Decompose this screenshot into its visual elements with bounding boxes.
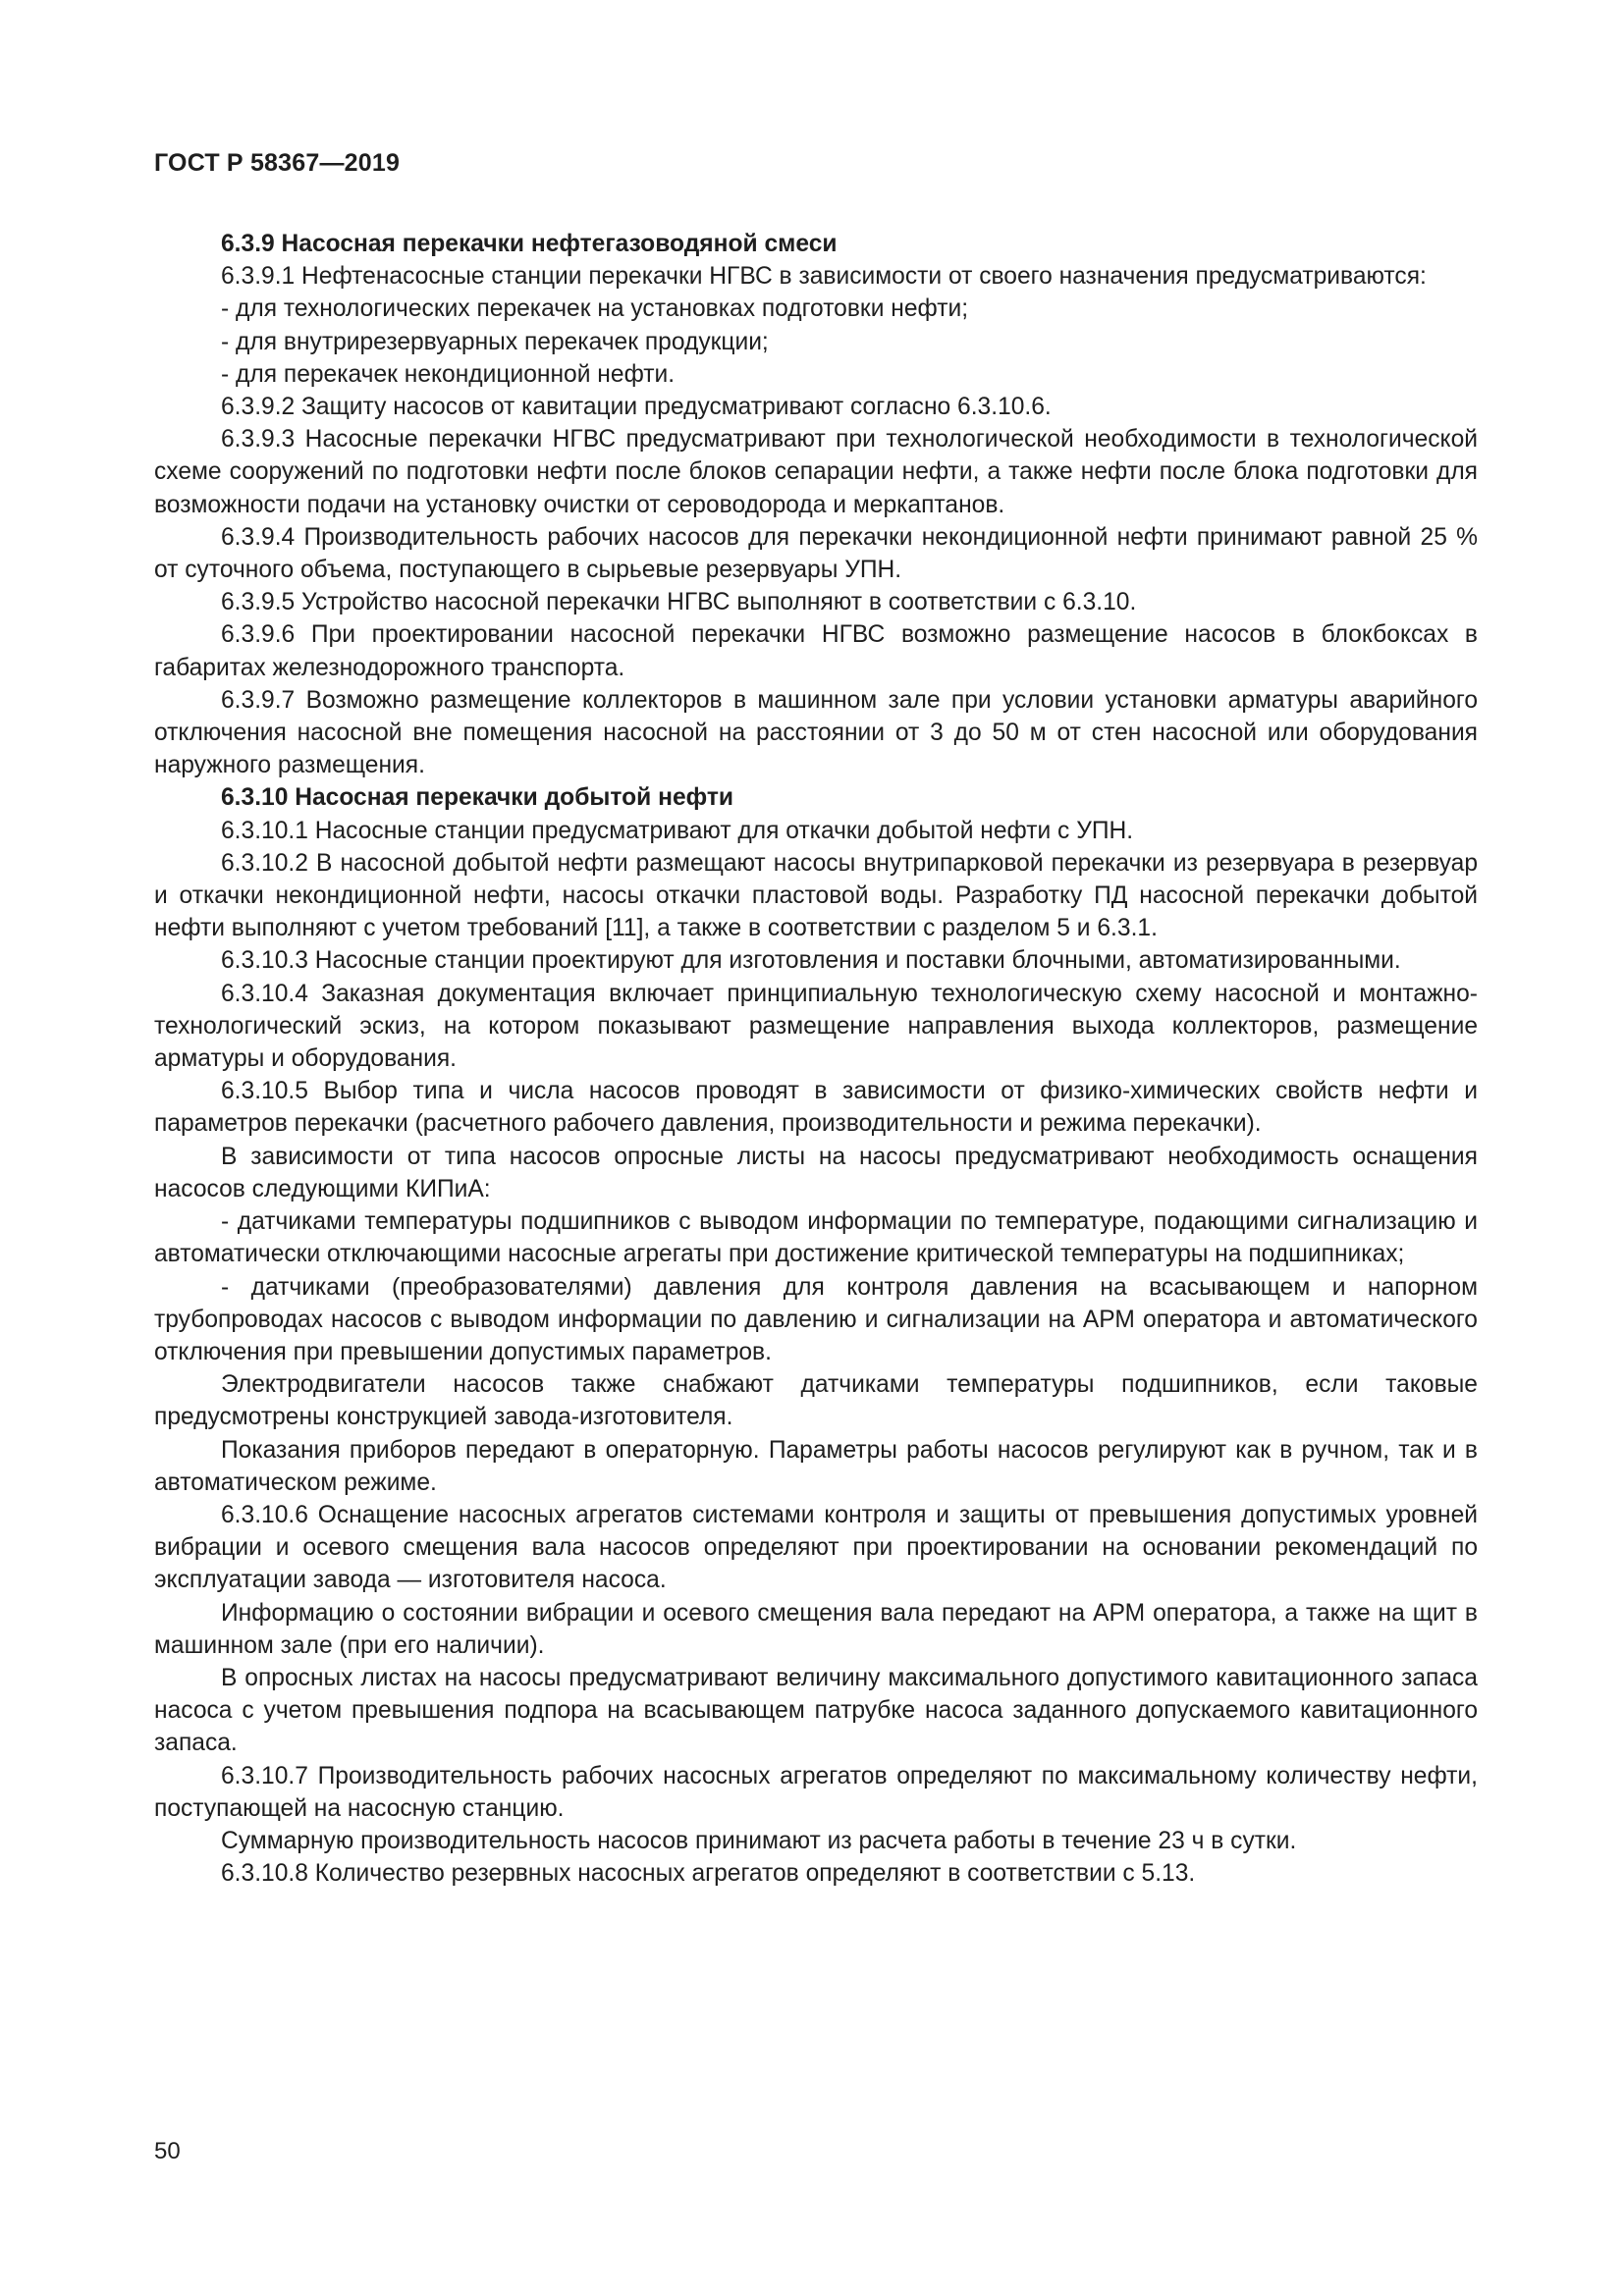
paragraph: В опросных листах на насосы предусматривают величину максимального допустимого кавитационного запаса насоса с учетом превышения подпора на всасывающем патрубке насоса заданного допускаемого кавитационного запаса. <box>154 1664 1478 1757</box>
list-item: - датчиками (преобразователями) давления для контроля давления на всасывающем и напорном трубопроводах насосов с выводом информации по давлению и сигнализации на АРМ оператора и автоматического отключения при превышении допустимых параметров. <box>154 1273 1478 1365</box>
paragraph: Информацию о состоянии вибрации и осевого смещения вала передают на АРМ оператора, а также на щит в машинном зале (при его наличии). <box>154 1599 1478 1659</box>
paragraph: 6.3.10.6 Оснащение насосных агрегатов системами контроля и защиты от превышения допустимых уровней вибрации и осевого смещения вала насосов определяют при проектировании на основании рекомендаций по эксплуатации завода — изготовителя насоса. <box>154 1501 1478 1594</box>
paragraph: 6.3.10.7 Производительность рабочих насосных агрегатов определяют по максимальному количеству нефти, поступающей на насосную станцию. <box>154 1762 1478 1822</box>
paragraph: 6.3.10.1 Насосные станции предусматривают для откачки добытой нефти с УПН. <box>221 817 1134 844</box>
document-body <box>154 228 1478 1890</box>
paragraph: 6.3.9.7 Возможно размещение коллекторов в машинном зале при условии установки арматуры аварийного отключения насосной вне помещения насосной на расстоянии от 3 до 50 м от стен насосной или оборудования наружного размещения. <box>154 686 1478 779</box>
section-heading-6-3-9: 6.3.9 Насосная перекачки нефтегазоводяной смеси <box>221 231 838 257</box>
paragraph: 6.3.10.2 В насосной добытой нефти размещают насосы внутрипарковой перекачки из резервуара в резервуар и откачки некондиционной нефти, насосы откачки пластовой воды. Разработку ПД насосной перекачки добытой нефти выполняют с учетом требований [11], а также в соответствии с разделом 5 и 6.3.1. <box>154 849 1478 942</box>
section-heading-6-3-10: 6.3.10 Насосная перекачки добытой нефти <box>221 784 733 812</box>
paragraph: 6.3.9.5 Устройство насосной перекачки НГВС выполняют в соответствии с 6.3.10. <box>221 589 1137 616</box>
list-item: - для перекачек некондиционной нефти. <box>221 360 676 388</box>
paragraph: 6.3.9.6 При проектировании насосной перекачки НГВС возможно размещение насосов в блокбоксах в габаритах железнодорожного транспорта. <box>154 621 1478 681</box>
list-item: - датчиками температуры подшипников с выводом информации по температуре, подающими сигнализацию и автоматически отключающими насосные агрегаты при достижение критической температуры на подшипниках; <box>154 1208 1478 1268</box>
paragraph: 6.3.9.4 Производительность рабочих насосов для перекачки некондиционной нефти принимают равной 25 % от суточного объема, поступающего в сырьевые резервуары УПН. <box>154 523 1478 584</box>
paragraph: В зависимости от типа насосов опросные листы на насосы предусматривают необходимость оснащения насосов следующими КИПиА: <box>154 1143 1478 1202</box>
paragraph: 6.3.10.3 Насосные станции проектируют для изготовления и поставки блочными, автоматизированными. <box>221 947 1401 975</box>
paragraph: 6.3.9.1 Нефтенасосные станции перекачки НГВС в зависимости от своего назначения предусматриваются: <box>221 263 1427 291</box>
paragraph: 6.3.10.5 Выбор типа и числа насосов проводят в зависимости от физико-химических свойств нефти и параметров перекачки (расчетного рабочего давления, производительности и режима перекачки). <box>154 1078 1478 1138</box>
paragraph: Суммарную производительность насосов принимают из расчета работы в течение 23 ч в сутки. <box>221 1827 1297 1854</box>
list-item: - для технологических перекачек на установках подготовки нефти; <box>221 295 969 323</box>
paragraph: 6.3.9.3 Насосные перекачки НГВС предусматривают при технологической необходимости в технологической схеме сооружений по подготовки нефти после блоков сепарации нефти, а также нефти после блока подготовки для возможности подачи на установку очистки от сероводорода и меркаптанов. <box>154 426 1478 518</box>
paragraph: 6.3.10.8 Количество резервных насосных агрегатов определяют в соответствии с 5.13. <box>221 1860 1196 1888</box>
document-header: ГОСТ Р 58367—2019 <box>154 149 401 177</box>
paragraph: 6.3.10.4 Заказная документация включает принципиальную технологическую схему насосной и монтажно-технологический эскиз, на котором показывают размещение направления выхода коллекторов, размещение арматуры и оборудования. <box>154 980 1478 1073</box>
paragraph: 6.3.9.2 Защиту насосов от кавитации предусматривают согласно 6.3.10.6. <box>221 394 1052 421</box>
paragraph: Показания приборов передают в операторную. Параметры работы насосов регулируют как в ручном, так и в автоматическом режиме. <box>154 1436 1478 1496</box>
list-item: - для внутрирезервуарных перекачек продукции; <box>221 328 769 355</box>
page-number: 50 <box>154 2138 181 2164</box>
paragraph: Электродвигатели насосов также снабжают датчиками температуры подшипников, если таковые предусмотрены конструкцией завода-изготовителя. <box>154 1371 1478 1431</box>
